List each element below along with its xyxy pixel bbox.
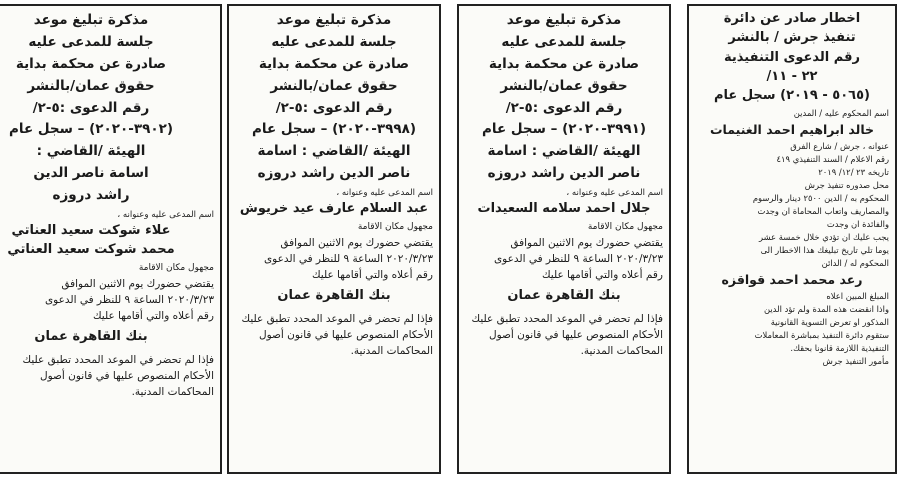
notice-body-line: مجهول مكان الاقامة [357,221,433,232]
notice-tail-line: المحاكمات المدنية. [131,386,214,399]
judge-line: الهيئة /القاضي : اسامة [257,143,411,160]
notice-body-line: يقتضي حضورك يوم الاثنين الموافق [280,236,433,249]
notice-title-line: جلسة للمدعى عليه [501,33,627,50]
debtor-label: اسم المحكوم عليه / المدين [793,108,889,119]
notice-title-line: حقوق عمان/بالنشر [500,77,628,94]
notice-tail-line: فإذا لم تحضر في الموعد المحدد تطبق عليك [22,353,214,366]
notice-body-line: يجب عليك ان تؤدي خلال خمسة عشر [758,232,889,242]
notice-body-line: المحكوم له / الدائن [821,258,889,269]
judge-line: راشد دروزه [52,187,130,203]
notice-body-line: يوما تلي تاريخ تبليغك هذا الاخطار الى [760,245,889,256]
notice-title-line: مذكرة تبليغ موعد [276,12,392,28]
defendant-name: جلال احمد سلامه السعيدات [477,201,651,217]
judge-line: ناصر الدين راشد دروزه [257,165,411,182]
notice-tail-line: المبلغ المبين اعلاه [826,290,889,301]
notice-body-line: مجهول مكان الاقامة [587,221,663,232]
hearing-notice-3902 [0,4,222,474]
defendant-name: محمد شوكت سعيد العناتي [7,242,175,258]
judge-line: ناصر الدين راشد دروزه [487,165,641,182]
judge-line: الهيئة /القاضي : [36,143,146,160]
case-number: (٣٩٩١-٢٠٢٠) – سجل عام [482,121,646,138]
notice-title-line: رقم الدعوى :٥-٢/ [32,99,150,116]
notice-tail-line: فإذا لم تحضر في الموعد المحدد تطبق عليك [471,312,663,325]
notice-body-line: المحكوم به / الدين ٢٥٠٠ دينار والرسوم [752,192,889,203]
defendant-label: اسم المدعى عليه وعنوانه ، [336,188,433,198]
notice-body-line: ٢٠٢٠/٣/٢٣ الساعة ٩ للنظر في الدعوى [493,252,663,265]
notice-body-line: تاريخه ٢٣ /١٢/ ٢٠١٩ [818,166,889,177]
notice-tail-line: التنفيذية اللازمة قانونا بحقك. [790,342,889,353]
notice-title-line: اخطار صادر عن دائرة [723,11,861,26]
notice-body-line: مجهول مكان الاقامة [138,262,214,273]
notice-body-line: محل صدوره تنفيذ جرش [804,179,889,190]
notice-title-line: رقم الدعوى التنفيذية [724,49,860,65]
notice-body-line: رقم أعلاه والتي أقامها عليك [92,310,214,323]
notice-tail-line: الأحكام المنصوص عليها في قانون أصول [39,369,214,382]
creditor-name: رعد محمد احمد قواقزه [721,272,863,288]
notice-title-line: جلسة للمدعى عليه [28,33,154,50]
case-number: (٥٠٦٥ - ٢٠١٩) سجل عام [714,88,870,103]
plaintiff-name: بنك القاهرة عمان [507,288,621,304]
signature-line: مأمور التنفيذ جرش [822,355,889,366]
notice-tail-line: واذا انقضت هذه المدة ولم تؤد الدين [763,303,889,314]
notice-title-line: مذكرة تبليغ موعد [33,12,149,28]
defendant-name: عبد السلام عارف عيد خريوش [239,201,429,217]
notice-tail-line: المذكور او تعرض التسوية القانونية [770,316,889,327]
notice-tail-line: الأحكام المنصوص عليها في قانون أصول [258,328,433,341]
defendant-label: اسم المدعى عليه وعنوانه ، [117,209,214,220]
case-number: (٣٩٠٢-٢٠٢٠) – سجل عام [9,121,173,138]
judge-line: اسامة ناصر الدين [33,165,149,182]
notice-tail-line: فإذا لم تحضر في الموعد المحدد تطبق عليك [241,312,433,325]
notice-tail-line: المحاكمات المدنية. [350,345,433,358]
notice-title-line: رقم الدعوى :٥-٢/ [275,99,393,116]
notice-tail-line: ستقوم دائرة التنفيذ بمباشرة المعاملات [754,329,889,340]
defendant-label: اسم المدعى عليه وعنوانه ، [566,188,663,198]
notice-tail-line: المحاكمات المدنية. [580,345,663,358]
notice-body-line: والفائدة ان وجدت [826,218,889,229]
notice-body-line: والمصاريف واتعاب المحاماة ان وجدت [757,205,889,216]
notice-title-line: حقوق عمان/بالنشر [270,77,398,94]
notice-title-line: حقوق عمان/بالنشر [27,77,155,94]
plaintiff-name: بنك القاهرة عمان [277,288,391,304]
debtor-name: خالد ابراهيم احمد الغنيمات [709,122,875,138]
notice-body-line: ٢٠٢٠/٣/٢٣ الساعة ٩ للنظر في الدعوى [263,252,433,265]
notice-body-line: يقتضي حضورك يوم الاثنين الموافق [61,277,214,290]
notice-title-line: صادرة عن محكمة بداية [258,55,410,72]
notice-body-line: ٢٠٢٠/٣/٢٣ الساعة ٩ للنظر في الدعوى [44,293,214,306]
defendant-name: علاء شوكت سعيد العناتي [11,223,171,239]
notice-title-line: صادرة عن محكمة بداية [15,55,167,72]
notice-title-line: جلسة للمدعى عليه [271,33,397,50]
notice-title-line: صادرة عن محكمة بداية [488,55,640,72]
case-number: (٣٩٩٨-٢٠٢٠) – سجل عام [252,121,416,138]
notice-tail-line: الأحكام المنصوص عليها في قانون أصول [488,328,663,341]
notice-title-line: رقم الدعوى :٥-٢/ [505,99,623,116]
notice-title-line: تنفيذ جرش / بالنشر [728,30,856,46]
notice-body-line: رقم أعلاه والتي أقامها عليك [311,269,433,282]
plaintiff-name: بنك القاهرة عمان [34,329,148,345]
hearing-notice-3998 [227,4,441,474]
notice-title-line: ٢٢ - ١١/ [766,68,818,84]
notice-body-line: رقم أعلاه والتي أقامها عليك [541,269,663,282]
notice-body-line: رقم الاعلام / السند التنفيذي ٤١٩ [776,153,889,164]
notice-body-line: عنوانه ، جرش / شارع الفرق [790,140,889,151]
notice-title-line: مذكرة تبليغ موعد [506,12,622,28]
notice-body-line: يقتضي حضورك يوم الاثنين الموافق [510,236,663,249]
execution-notice [687,4,897,474]
hearing-notice-3991 [457,4,671,474]
judge-line: الهيئة /القاضي : اسامة [487,143,641,160]
